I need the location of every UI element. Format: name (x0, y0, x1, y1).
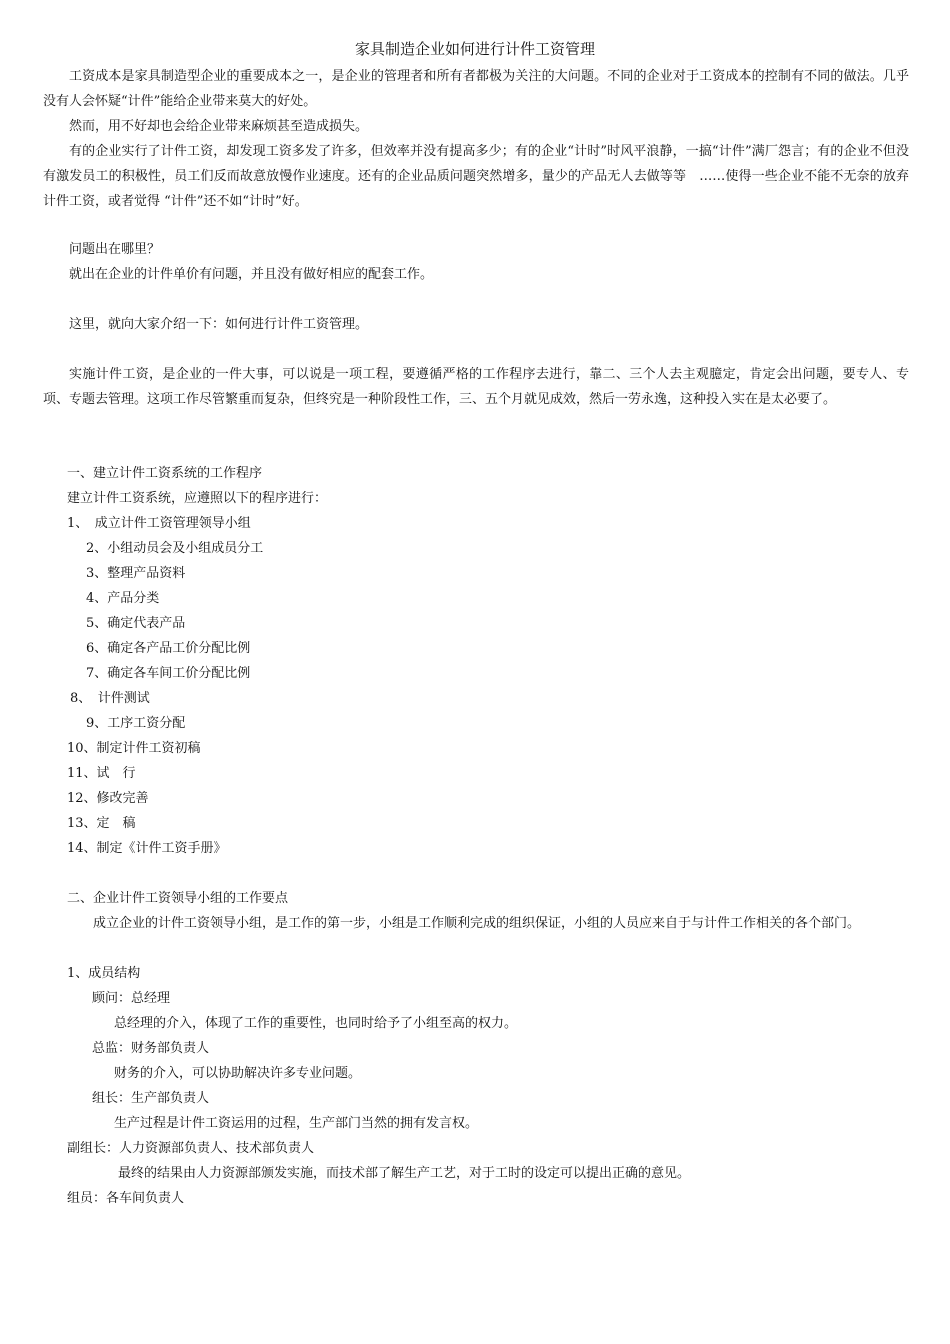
role-director-note: 财务的介入，可以协助解决许多专业问题。 (114, 1066, 362, 1081)
answer-text: 就出在企业的计件单价有问题，并且没有做好相应的配套工作。 (69, 267, 434, 282)
step-item: 6、确定各产品工价分配比例 (86, 641, 251, 656)
intro-paragraph-1: 工资成本是家具制造型企业的重要成本之一，是企业的管理者和所有者都极为关注的大问题。不同的企业对于工资成本的控制有不同的做法。几乎没有人会怀疑“计件”能给企业带来莫大的好处。 (43, 69, 909, 109)
step-item: 7、确定各车间工价分配比例 (86, 666, 251, 681)
intro-paragraph-4: 实施计件工资，是企业的一件大事，可以说是一项工程，要遵循严格的工作程序去进行，靠二、三个人去主观臆定，肯定会出问题，要专人、专项、专题去管理。这项工作尽管繁重而复杂，但终究是一种阶段性工作，三、五个月就见成效，然后一劳永逸，这种投入实在是太必要了。 (43, 367, 909, 407)
question-heading: 问题出在哪里？ (69, 242, 161, 257)
step-item: 5、确定代表产品 (86, 616, 186, 631)
section-1-heading: 一、建立计件工资系统的工作程序 (67, 466, 263, 481)
step-item: 2、小组动员会及小组成员分工 (86, 541, 264, 556)
step-item: 1、 成立计件工资管理领导小组 (67, 516, 251, 531)
step-item: 11、试 行 (67, 766, 136, 781)
step-item: 4、产品分类 (86, 591, 160, 606)
role-advisor-note: 总经理的介入，体现了工作的重要性，也同时给予了小组至高的权力。 (114, 1016, 518, 1031)
step-item: 8、 计件测试 (70, 691, 150, 706)
member-structure-heading: 1、成员结构 (67, 966, 141, 981)
step-item: 12、修改完善 (67, 791, 149, 806)
section-2-paragraph: 成立企业的计件工资领导小组，是工作的第一步，小组是工作顺利完成的组织保证，小组的人员应来自于与计件工作相关的各个部门。 (93, 916, 861, 931)
role-leader: 组长：生产部负责人 (92, 1091, 210, 1106)
step-item: 9、工序工资分配 (86, 716, 186, 731)
section-1-lead: 建立计件工资系统，应遵照以下的程序进行： (67, 491, 328, 506)
step-item: 3、整理产品资料 (86, 566, 186, 581)
document-title: 家具制造企业如何进行计件工资管理 (354, 40, 595, 58)
intro-paragraph-3: 有的企业实行了计件工资，却发现工资多发了许多，但效率并没有提高多少；有的企业“计时”时风平浪静，一搞“计件”满厂怨言；有的企业不但没有激发员工的积极性，员工们反而故意放慢作业速度。还有的企业品质问题突然增多，量少的产品无人去做等等 ……使得一些企业不能不无奈的放弃计件工资，或者觉得 “计件”还不如“计时”好。 (43, 144, 909, 209)
section-2-heading: 二、企业计件工资领导小组的工作要点 (67, 891, 289, 906)
intro-statement: 这里，就向大家介绍一下：如何进行计件工资管理。 (69, 317, 369, 332)
step-item: 10、制定计件工资初稿 (67, 741, 201, 756)
role-advisor: 顾问：总经理 (92, 991, 171, 1006)
role-director: 总监：财务部负责人 (92, 1041, 210, 1056)
role-deputy-note: 最终的结果由人力资源部颁发实施，而技术部了解生产工艺，对于工时的设定可以提出正确的意见。 (118, 1166, 691, 1181)
step-item: 13、定 稿 (67, 816, 136, 831)
step-item: 14、制定《计件工资手册》 (67, 841, 227, 856)
role-leader-note: 生产过程是计件工资运用的过程，生产部门当然的拥有发言权。 (114, 1116, 479, 1131)
role-deputy: 副组长：人力资源部负责人、技术部负责人 (67, 1141, 315, 1156)
intro-paragraph-2: 然而，用不好却也会给企业带来麻烦甚至造成损失。 (69, 119, 369, 134)
role-members: 组员：各车间负责人 (67, 1191, 185, 1206)
